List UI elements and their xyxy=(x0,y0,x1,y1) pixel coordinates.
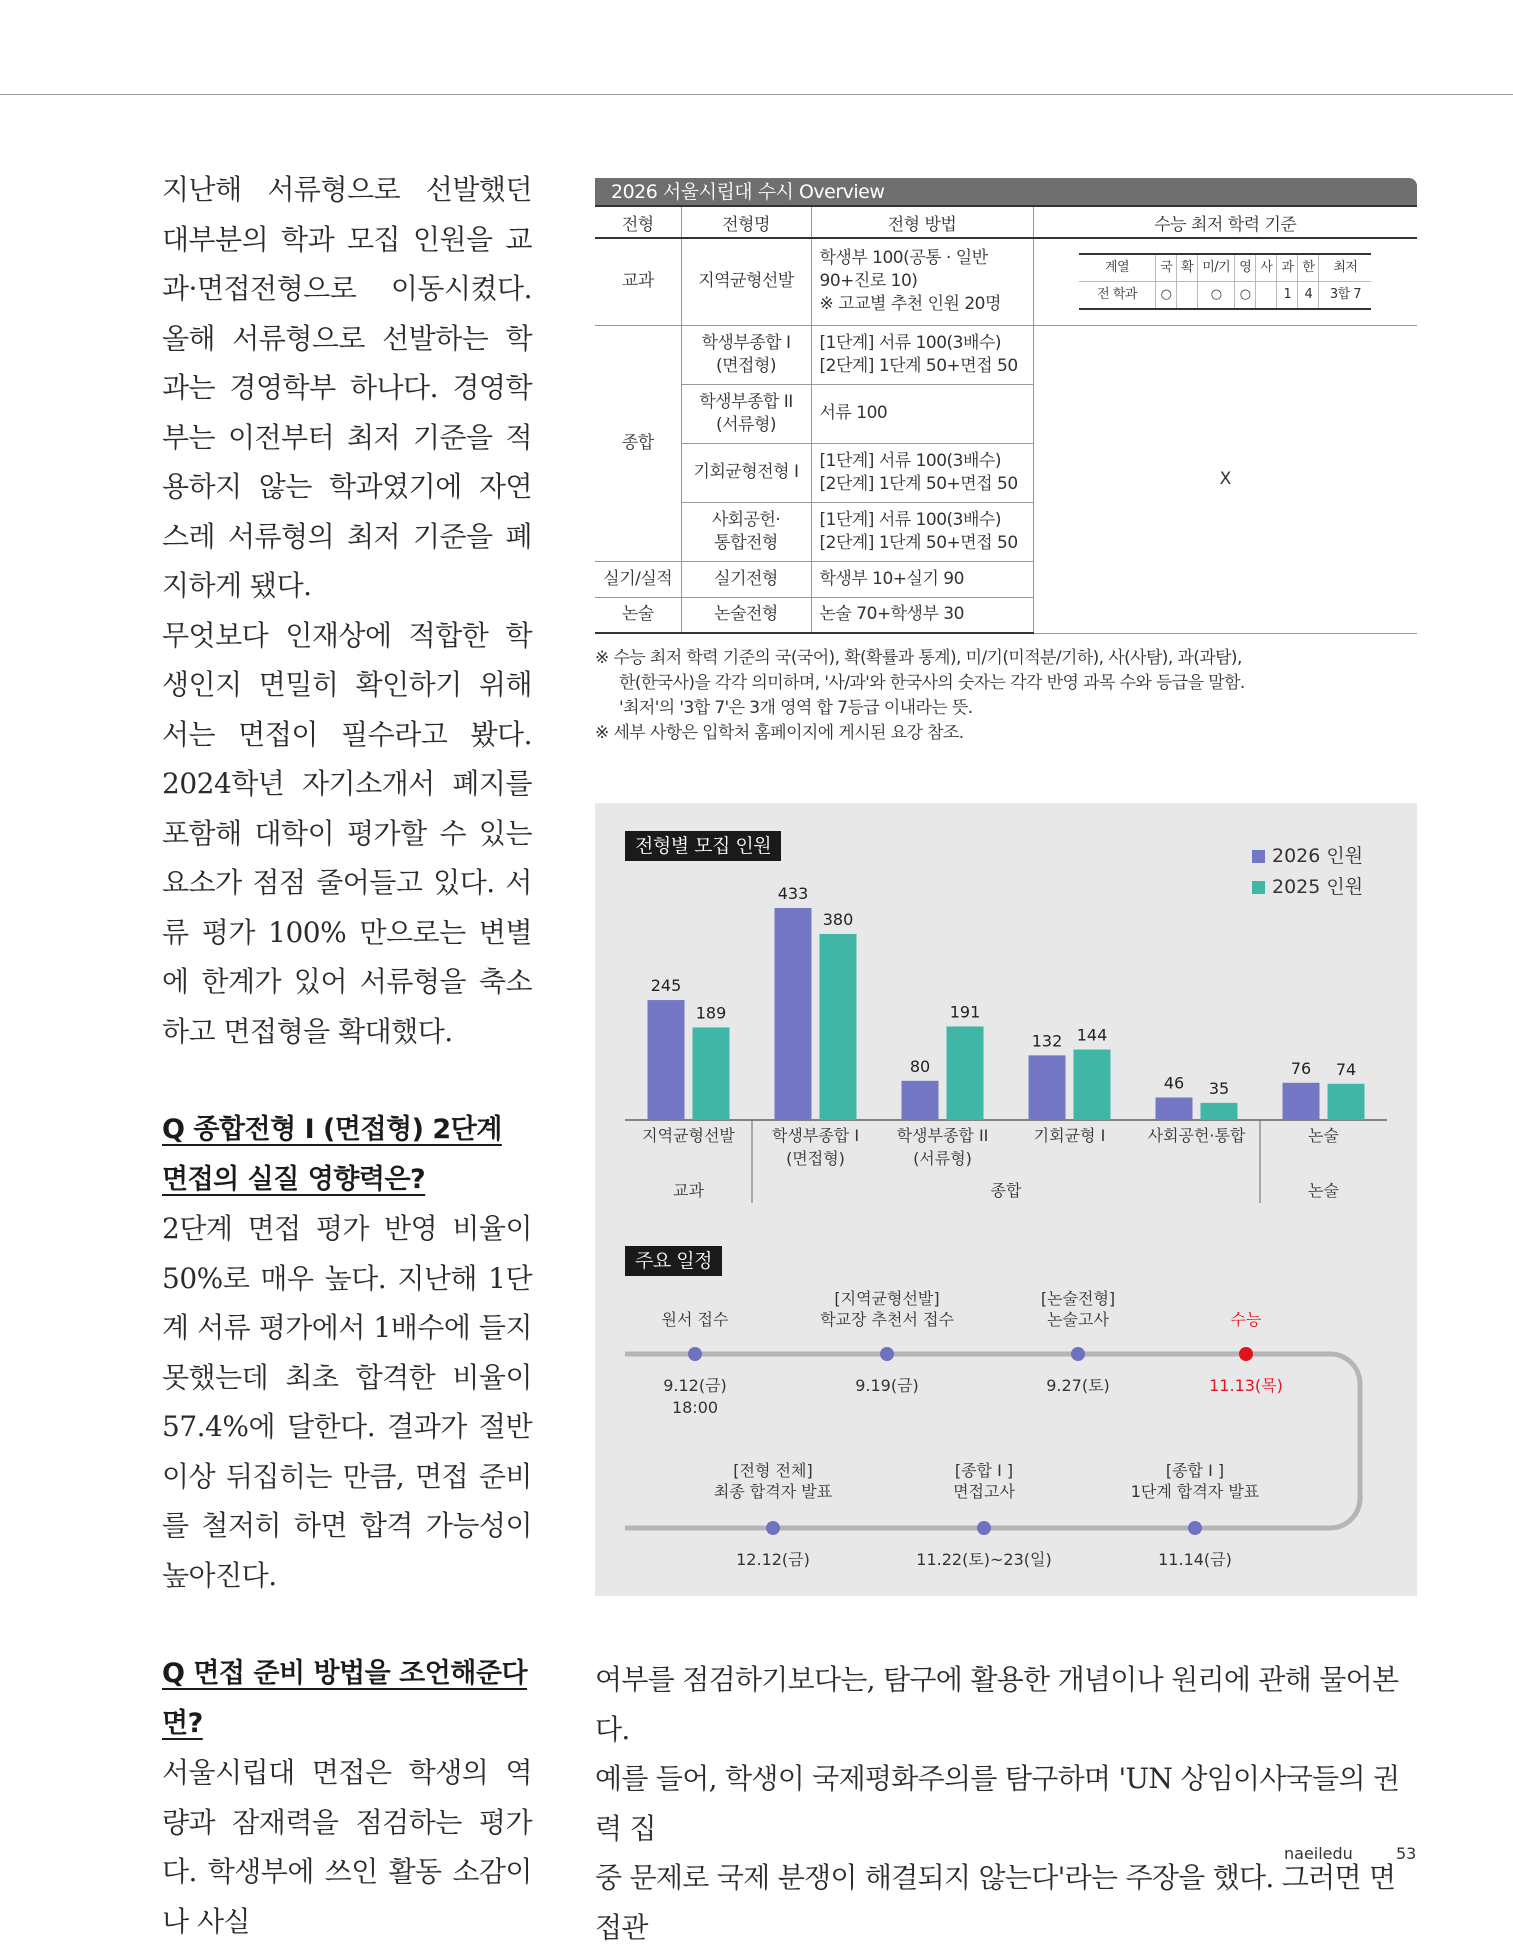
bar xyxy=(902,1081,939,1120)
event-label: 학교장 추천서 접수 xyxy=(820,1310,954,1329)
bar-chart xyxy=(595,803,1417,1223)
group-label: 종합 xyxy=(990,1181,1022,1200)
top-divider xyxy=(0,94,1513,95)
min-criteria-table: 계열 국 확 미/기 영 사 과 한 최저 전 학과 ○ ○ ○ 1 4 3합 7 xyxy=(1079,253,1371,310)
data-label: 76 xyxy=(1290,1058,1312,1078)
event-date: 11.14(금) xyxy=(1158,1550,1232,1569)
table-title: 2026 서울시립대 수시 Overview xyxy=(595,178,1417,205)
schedule-timeline xyxy=(595,1263,1417,1593)
data-label: 245 xyxy=(650,976,682,996)
table-notes xyxy=(595,646,1417,746)
cell-category: 교과 xyxy=(595,238,681,325)
event-label: [전형 전체] xyxy=(733,1461,813,1480)
header-cell: 수능 최저 학력 기준 xyxy=(1033,206,1417,238)
tick-label: 학생부종합 I xyxy=(771,1126,860,1145)
note-line: 한(한국사)을 각각 의미하며, '사/과'와 한국사의 숫자는 각각 반영 과목 수와 등급을 말함. xyxy=(619,673,1245,693)
cell-method: 서류 100 xyxy=(811,384,1033,443)
event-date: 11.22(토)~23(일) xyxy=(916,1550,1052,1569)
event-label: 최종 합격자 발표 xyxy=(713,1482,833,1501)
event-label: [지역균형선발] xyxy=(834,1289,940,1308)
continued-text xyxy=(595,1655,1417,1952)
event-date: 12.12(금) xyxy=(736,1550,810,1569)
paragraph-4: 서울시립대 면접은 학생의 역량과 잠재력을 점검하는 평가다. 학생부에 쓰인 활동 소감이나 사실 xyxy=(162,1756,532,1938)
event-dot xyxy=(688,1347,702,1361)
text-line: 예를 들어, 학생이 국제평화주의를 탐구하며 'UN 상임이사국들의 권력 집 xyxy=(595,1762,1400,1845)
event-dot xyxy=(766,1521,780,1535)
cell-method: 논술 70+학생부 30 xyxy=(811,597,1033,633)
data-label: 380 xyxy=(822,909,854,929)
cell-name: 논술전형 xyxy=(681,597,811,633)
data-label: 189 xyxy=(695,1003,727,1023)
schedule-title: 주요 일정 xyxy=(625,1246,722,1276)
event-date: 9.19(금) xyxy=(855,1376,919,1395)
event-date: 9.27(토) xyxy=(1046,1376,1110,1395)
tick-label: (서류형) xyxy=(913,1149,972,1168)
event-label: 1단계 합격자 발표 xyxy=(1130,1482,1260,1501)
data-label: 46 xyxy=(1163,1073,1185,1093)
event-dot xyxy=(1239,1347,1253,1361)
text-line: 중 문제로 국제 분쟁이 해결되지 않는다'라는 주장을 했다. 그러면 면접관 xyxy=(595,1861,1396,1944)
bar xyxy=(947,1026,984,1120)
data-label: 132 xyxy=(1031,1031,1063,1051)
bar xyxy=(1328,1084,1365,1120)
cell-name: 학생부종합 I (면접형) xyxy=(681,325,811,384)
event-label: [종합 I ] xyxy=(954,1461,1014,1480)
data-label: 144 xyxy=(1076,1025,1108,1045)
data-label: 433 xyxy=(777,884,809,903)
legend-item: 2025 인원 xyxy=(1252,872,1363,903)
left-column xyxy=(162,165,532,1946)
overview-table xyxy=(595,205,1417,634)
event-dot xyxy=(1188,1521,1202,1535)
group-label: 교과 xyxy=(673,1181,704,1200)
event-dot xyxy=(977,1521,991,1535)
event-label: 논술고사 xyxy=(1047,1310,1109,1329)
cell-category: 실기/실적 xyxy=(595,561,681,597)
note-line: '최저'의 '3합 7'은 3개 영역 합 7등급 이내라는 뜻. xyxy=(619,698,973,718)
event-label: [종합 I ] xyxy=(1165,1461,1225,1480)
group-label: 논술 xyxy=(1308,1181,1339,1200)
cell-name: 지역균형선발 xyxy=(681,238,811,325)
chart-title: 전형별 모집 인원 xyxy=(625,831,781,861)
paragraph-3: 2단계 면접 평가 반영 비율이 50%로 매우 높다. 지난해 1단계 서류 평가에서 1배수에 들지 못했는데 최초 합격한 비율이 57.4%에 달한다. 결과가 절반 이상 뒤집히는 만큼, 면접 준비를 철저히 하면 합격 가능성이 높아진다. xyxy=(162,1212,532,1592)
event-label: [논술전형] xyxy=(1040,1289,1116,1308)
header-cell: 전형 xyxy=(595,206,681,238)
overview-table-box xyxy=(595,178,1417,634)
tick-label: (면접형) xyxy=(786,1149,845,1168)
event-date: 11.13(목) xyxy=(1209,1376,1283,1395)
data-label: 80 xyxy=(909,1056,931,1076)
cell-method: 학생부 10+실기 90 xyxy=(811,561,1033,597)
cell-method: [1단계] 서류 100(3배수) [2단계] 1단계 50+면접 50 xyxy=(811,325,1033,384)
data-label: 35 xyxy=(1208,1078,1230,1098)
text-line: 여부를 점검하기보다는, 탐구에 활용한 개념이나 원리에 관해 물어본다. xyxy=(595,1663,1399,1746)
bar xyxy=(1283,1083,1320,1120)
question-heading-2: Q 면접 준비 방법을 조언해준다면? xyxy=(162,1658,528,1739)
cell-name: 실기전형 xyxy=(681,561,811,597)
note-line: ※ 세부 사항은 입학처 홈페이지에 게시된 요강 참조. xyxy=(595,723,964,743)
header-cell: 전형 방법 xyxy=(811,206,1033,238)
event-label: 면접고사 xyxy=(953,1482,1015,1501)
cell-category: 논술 xyxy=(595,597,681,633)
tick-label: 기회균형 I xyxy=(1033,1126,1106,1145)
event-date: 18:00 xyxy=(671,1398,719,1417)
table-header-row xyxy=(595,206,1417,238)
cell-method: 학생부 100(공통 · 일반 90+진로 10) ※ 고교별 추천 인원 20명 xyxy=(811,238,1033,325)
tick-label: 지역균형선발 xyxy=(642,1126,735,1145)
cell-name: 사회공헌· 통합전형 xyxy=(681,502,811,561)
bar xyxy=(820,934,857,1120)
paragraph-1: 지난해 서류형으로 선발했던 대부분의 학과 모집 인원을 교과·면접전형으로 이동시켰다. 올해 서류형으로 선발하는 학과는 경영학부 하나다. 경영학부는 이전부터 최저 기준을 적용하지 않는 학과였기에 자연스레 서류형의 최저 기준을 폐지하게 됐다. xyxy=(162,173,532,602)
cell-method: [1단계] 서류 100(3배수) [2단계] 1단계 50+면접 50 xyxy=(811,443,1033,502)
cell-category: 종합 xyxy=(595,325,681,561)
cell-min-criteria xyxy=(1033,238,1417,325)
bar xyxy=(1156,1097,1193,1120)
data-label: 74 xyxy=(1335,1059,1357,1079)
cell-name: 학생부종합 II (서류형) xyxy=(681,384,811,443)
event-dot xyxy=(880,1347,894,1361)
page-number: 53 xyxy=(1396,1844,1417,1863)
event-label: 원서 접수 xyxy=(661,1310,729,1329)
legend-item: 2026 인원 xyxy=(1252,841,1363,872)
bar xyxy=(1029,1055,1066,1120)
tick-label: 사회공헌·통합 xyxy=(1147,1126,1246,1145)
bar xyxy=(1074,1049,1111,1120)
data-label: 191 xyxy=(949,1002,981,1022)
bar xyxy=(1201,1103,1238,1120)
info-panel xyxy=(595,803,1417,1596)
event-label: 수능 xyxy=(1230,1310,1262,1329)
tick-label: 학생부종합 II xyxy=(896,1126,989,1145)
cell-name: 기회균형전형 I xyxy=(681,443,811,502)
question-heading-1: Q 종합전형 I (면접형) 2단계 면접의 실질 영향력은? xyxy=(162,1114,502,1195)
table-row xyxy=(595,238,1417,325)
event-dot xyxy=(1071,1347,1085,1361)
table-row xyxy=(595,325,1417,384)
cell-method: [1단계] 서류 100(3배수) [2단계] 1단계 50+면접 50 xyxy=(811,502,1033,561)
note-line: ※ 수능 최저 학력 기준의 국(국어), 확(확률과 통계), 미/기(미적분/기하), 사(사탐), 과(과탐), xyxy=(595,648,1242,668)
header-cell: 전형명 xyxy=(681,206,811,238)
paragraph-2: 무엇보다 인재상에 적합한 학생인지 면밀히 확인하기 위해서는 면접이 필수라고 봤다. 2024학년 자기소개서 폐지를 포함해 대학이 평가할 수 있는 요소가 점점 줄어들고 있다. 서류 평가 100% 만으로는 변별에 한계가 있어 서류형을 축소하고 면접형을 확대했다. xyxy=(162,618,532,1048)
cell-min-criteria: X xyxy=(1033,325,1417,633)
bar xyxy=(775,908,812,1120)
bar xyxy=(648,1000,685,1120)
event-date: 9.12(금) xyxy=(663,1376,727,1395)
footer-brand: naeiledu xyxy=(1284,1844,1353,1863)
bar xyxy=(693,1027,730,1120)
tick-label: 논술 xyxy=(1308,1126,1339,1145)
